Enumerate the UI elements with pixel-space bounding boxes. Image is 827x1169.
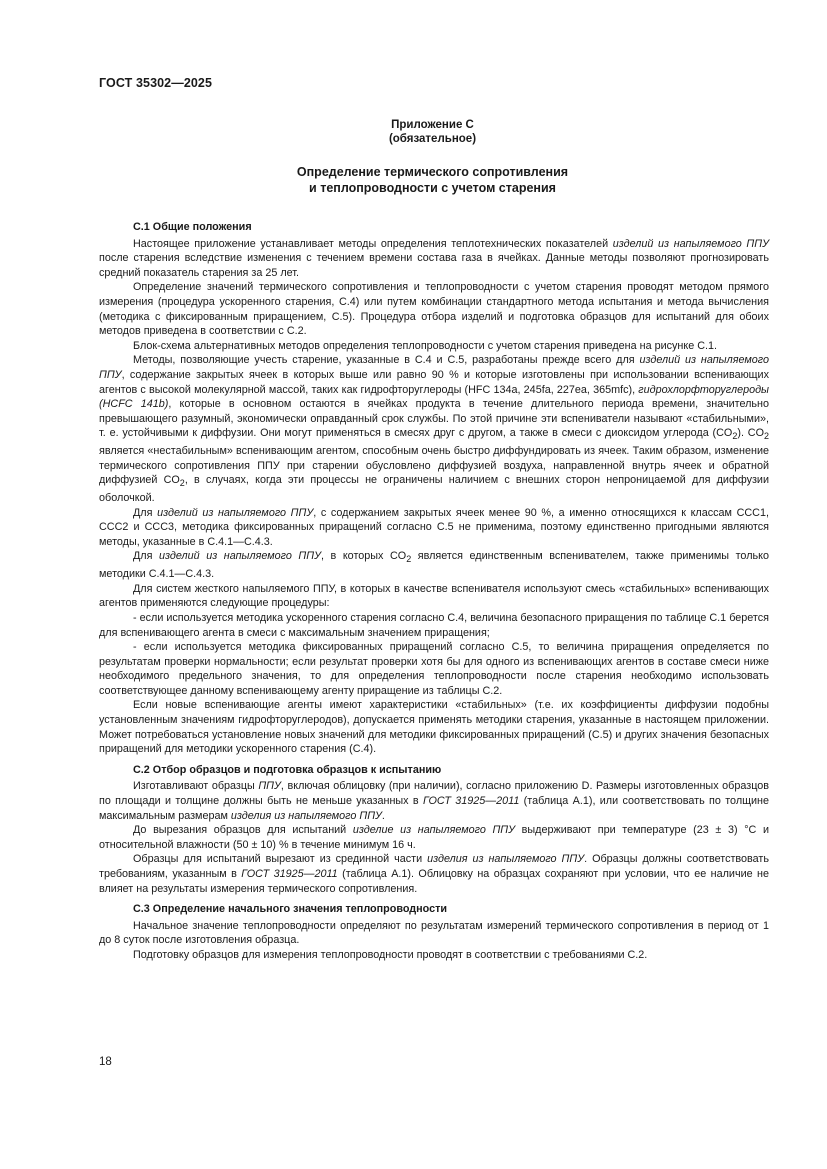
paragraph: Для изделий из напыляемого ППУ, с содержанием закрытых ячеек менее 90 %, а именно относящихся к классам ССС1, ССС2 и ССС3, методика фиксированных приращений согласно С.5 не применима, поэтому единственно пригодными являются методы, указанные в С.4.1—С.4.3. bbox=[99, 506, 769, 548]
page-number: 18 bbox=[99, 1056, 112, 1068]
appendix-status: (обязательное) bbox=[388, 133, 477, 145]
paragraph: Определение значений термического сопротивления и теплопроводности с учетом старения проводят методом прямого измерения (процедура ускоренного старения, С.4) или путем комбинации стандартного метода испытания и метода вычисления (методика с фиксированным приращением, С.5). Процедура отбора изделий и подготовка образцов для испытаний для обоих методов приведена в соответствии с С.2. bbox=[99, 281, 769, 338]
section-heading-c2: С.2 Отбор образцов и подготовка образцов к испытанию bbox=[133, 763, 442, 776]
appendix-title bbox=[99, 164, 766, 196]
paragraph: Для систем жесткого напыляемого ППУ, в которых в качестве вспенивателя используют смесь «стабильных» вспенивающих агентов применяются следующие процедуры: bbox=[99, 582, 769, 610]
paragraph: Методы, позволяющие учесть старение, указанные в С.4 и С.5, разработаны прежде всего для изделий из напыляемого ППУ, содержание закрытых ячеек в которых выше или равно 90 % и которые изготовлены при использовании вспенивающих агентов с высокой молекулярной массой, таких как гидрофторуглероды (HFC 134a, 245fa, 227ea, 365mfc), гидрохлорфторуглероды (HCFC 141b), которые в основном остаются в ячейках продукта в течение длительного периода времени, значительно превышающего разумный, экономически оправданный срок службы. По этой причине эти вспениватели называют «стабильными», т. е. устойчивыми к диффузии. Они могут применяться в смесях друг с другом, а также в смеси с диоксидом углерода $(CO_2)$. $CO_2$ является «нестабильным» вспенивающим агентом, способным очень быстро диффундировать из ячеек. Таким образом, изменение термического сопротивления ППУ при старении обусловлено диффузией воздуха, направленной внутрь ячеек и обратной диффузией $CO_2$, в случаях, когда эти процессы не ограничены наличием с внешних сторон непроницаемой для диффузии оболочкой. bbox=[99, 354, 769, 504]
paragraph: Блок-схема альтернативных методов определения теплопроводности с учетом старения приведена на рисунке С.1. bbox=[133, 339, 718, 352]
paragraph: Если новые вспенивающие агенты имеют характеристики «стабильных» (т.е. их коэффициенты диффузии подобны установленным значениям гидрофторуглеродов), допускается применять методики старения, указанные в настоящем приложении. Может потребоваться установление новых значений для методики фиксированных приращений (С.5) и других значения безопасных приращений для методики ускоренного старения (С.4). bbox=[99, 699, 769, 756]
document-body bbox=[99, 220, 769, 963]
list-item: - если используется методика фиксированных приращений согласно С.5, то величина приращения определяется по результатам проверки нормальности; если результат проверки хотя бы для одного из вспенивающих агентов в составе смеси ниже необходимого предельного значения, то для определения теплопроводности после старения необходимо использовать соответствующее данному вспенивающему агенту приращение из таблицы С.2. bbox=[99, 641, 769, 697]
paragraph: Начальное значение теплопроводности определяют по результатам измерений термического сопротивления в период от 1 до 8 суток после изготовления образца. bbox=[99, 919, 769, 947]
appendix-heading bbox=[99, 118, 766, 146]
paragraph: Для изделий из напыляемого ППУ, в которых $CO_2$ является единственным вспенивателем, также применимы только методики С.4.1—С.4.3. bbox=[99, 550, 769, 581]
paragraph: Подготовку образцов для измерения теплопроводности проводят в соответствии с требованиями С.2. bbox=[133, 948, 648, 961]
paragraph: Настоящее приложение устанавливает методы определения теплотехнических показателей изделий из напыляемого ППУ после старения вследствие изменения с течением времени состава газа в ячейках. Данные методы позволяют прогнозировать средний показатель старения за 25 лет. bbox=[99, 237, 769, 279]
section-heading-c1: С.1 Общие положения bbox=[133, 221, 252, 233]
paragraph: Изготавливают образцы ППУ, включая облицовку (при наличии), согласно приложению D. Размеры изготовленных образцов по площади и толщине должны быть не меньше указанных в ГОСТ 31925—2011 (таблица А.1), или соответствовать по толщине максимальным размерам изделия из напыляемого ППУ. bbox=[99, 780, 770, 822]
document-code-header: ГОСТ 35302—2025 bbox=[99, 76, 213, 90]
appendix-label: Приложение С bbox=[391, 119, 474, 131]
appendix-title-line2: и теплопроводности с учетом старения bbox=[309, 181, 556, 195]
appendix-title-line1: Определение термического сопротивления bbox=[296, 165, 569, 179]
paragraph: До вырезания образцов для испытаний изделие из напыляемого ППУ выдерживают при температуре (23 ± 3) °С и относительной влажности (50 ± 10) % в течение минимум 16 ч. bbox=[99, 824, 769, 851]
section-heading-c3: С.3 Определение начального значения теплопроводности bbox=[133, 903, 448, 916]
paragraph: Образцы для испытаний вырезают из срединной части изделия из напыляемого ППУ. Образцы должны соответствовать требованиям, указанным в ГОСТ 31925—2011 (таблица А.1). Облицовку на образцах сохраняют при условии, что ее наличие не влияет на результаты измерения термического сопротивления. bbox=[99, 853, 770, 895]
list-item: - если используется методика ускоренного старения согласно С.4, величина безопасного приращения по таблице С.1 берется для вспенивающего агента в смеси с максимальным значением приращения; bbox=[99, 611, 769, 639]
